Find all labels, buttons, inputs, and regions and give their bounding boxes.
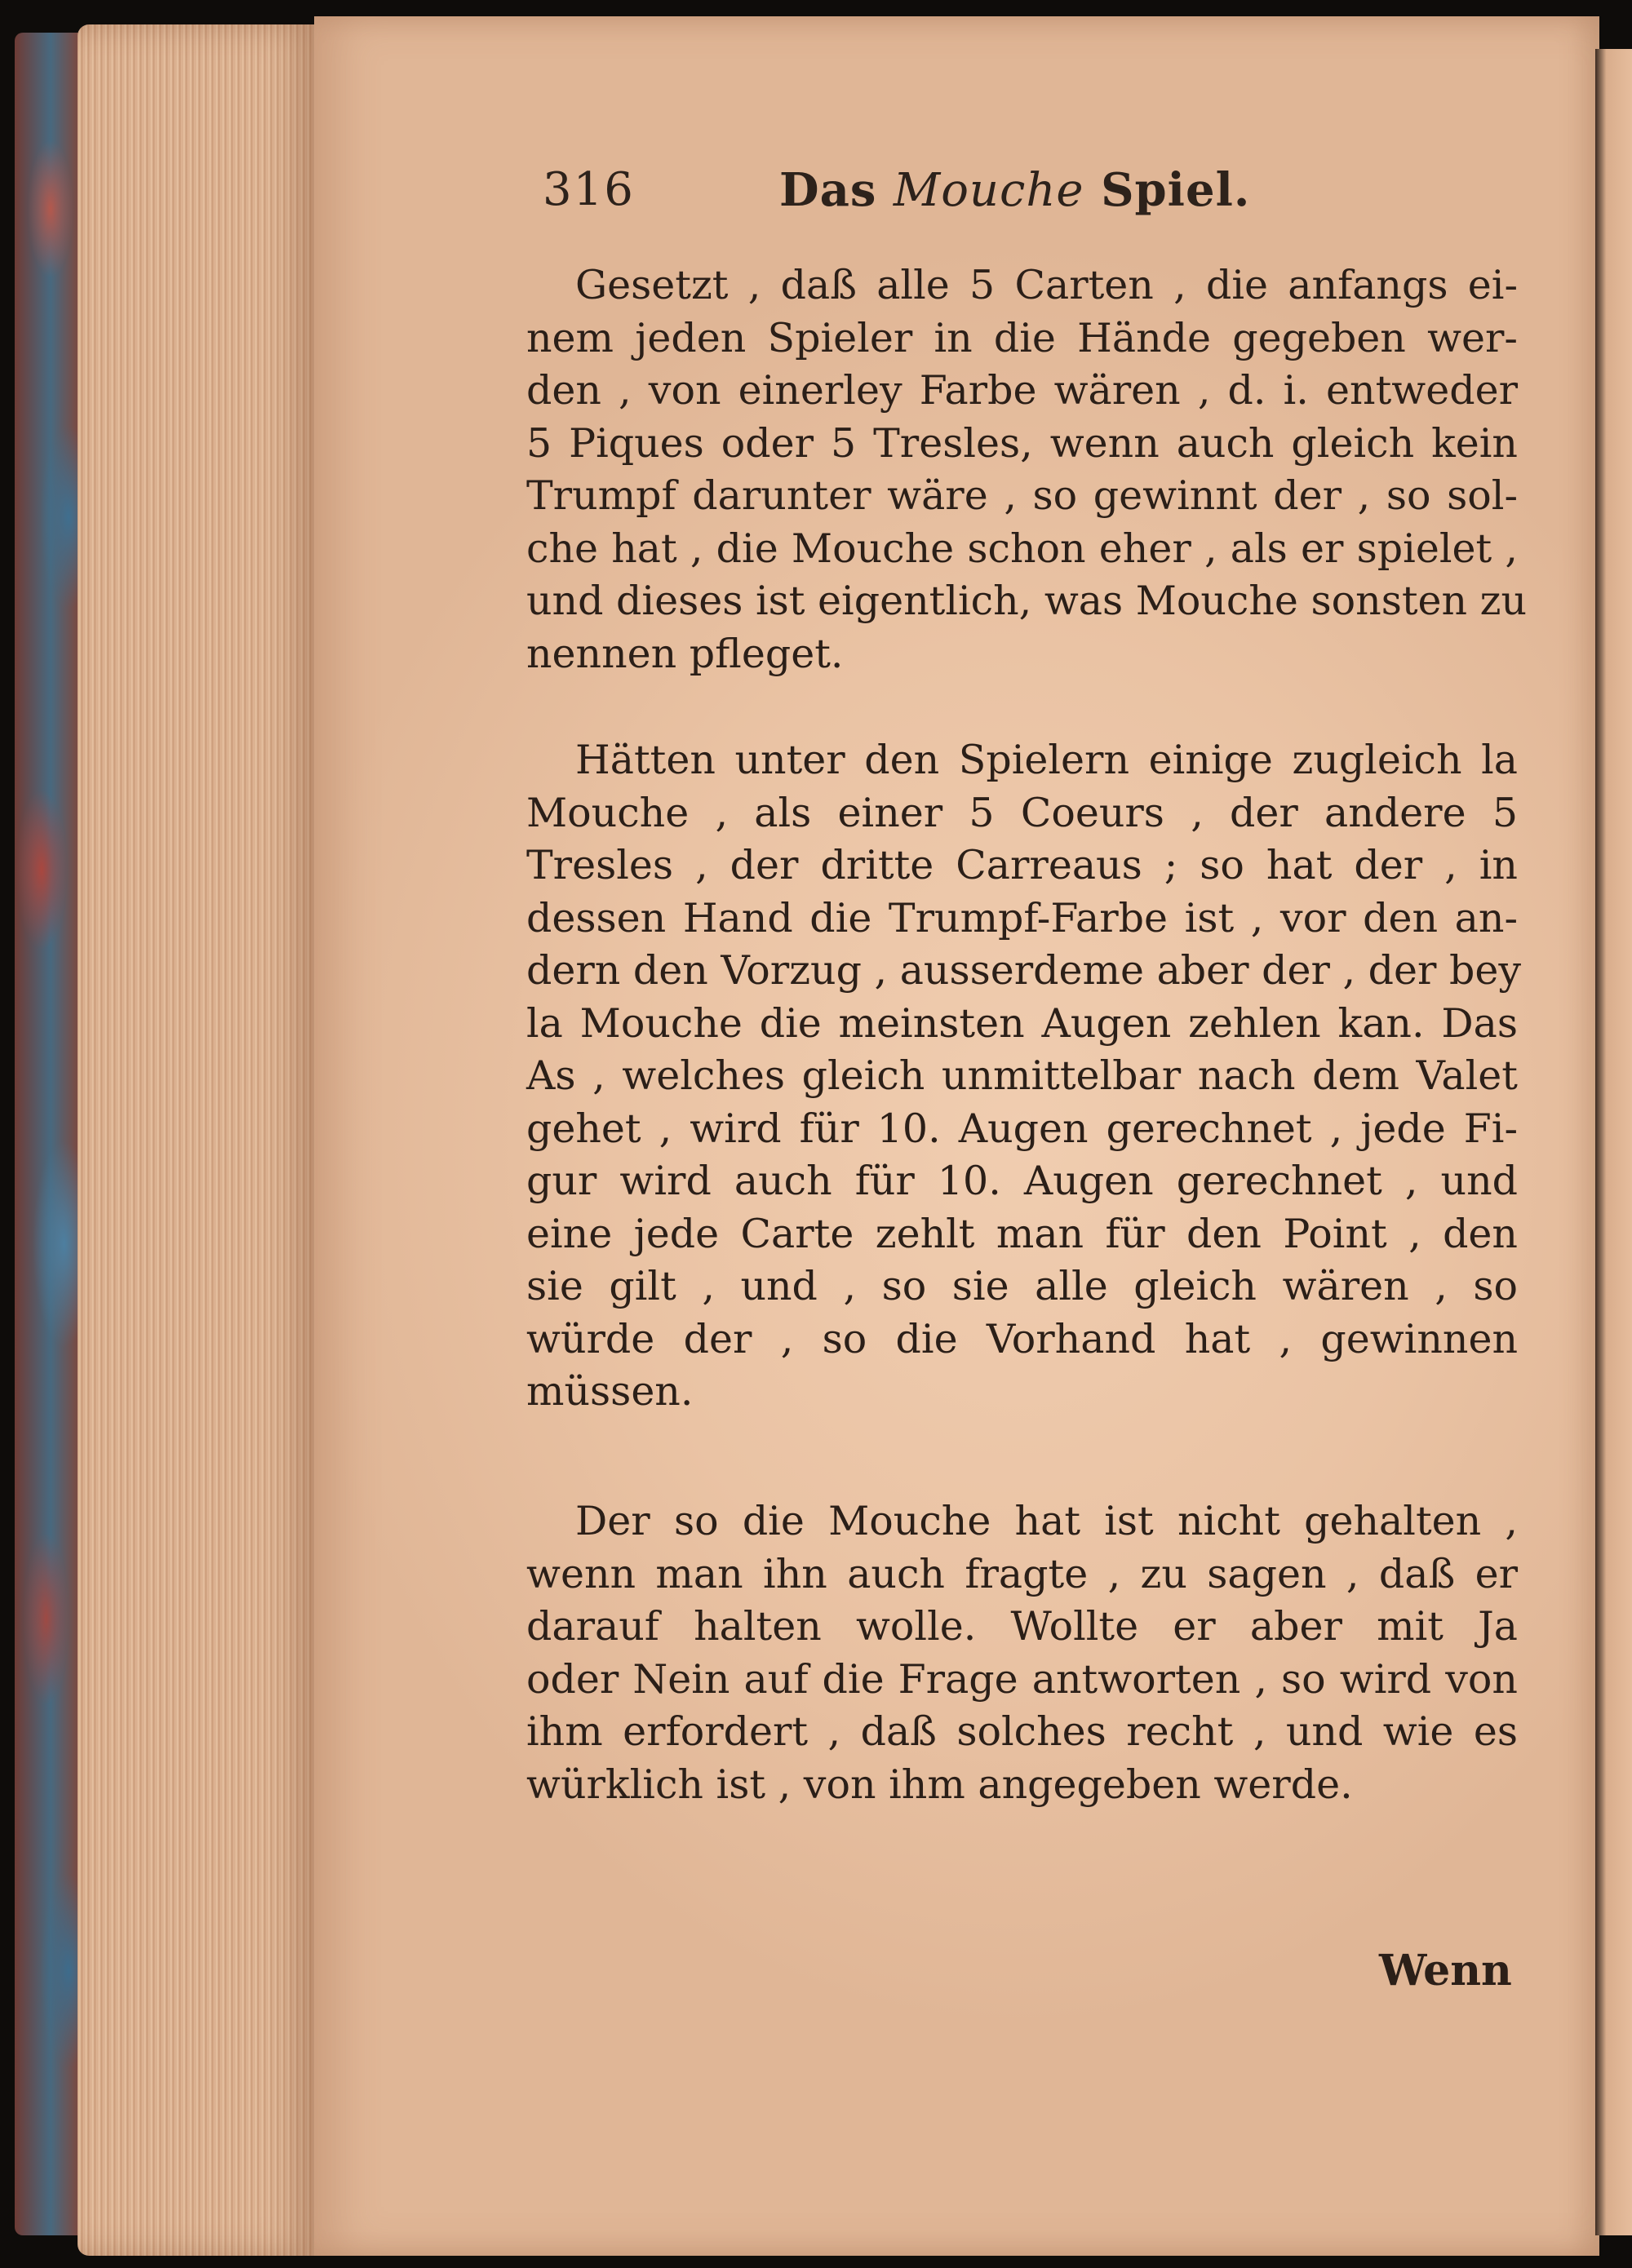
text-line: den , von einerley Farbe wären , d. i. entweder [526,367,1518,414]
paragraph-2 [526,734,1522,1419]
running-head-word-3: Spiel. [1101,163,1251,217]
text-line: nennen pfleget. [526,630,844,677]
text-line: darauf halten wolle. Wollte er aber mit Ja [526,1603,1518,1650]
text-line: dessen Hand die Trumpf-Farbe ist , vor den an- [526,894,1518,941]
text-line: ihm erfordert , daß solches recht , und wie es [526,1708,1518,1755]
text-line: Hätten unter den Spielern einige zugleich la [575,737,1518,783]
text-line: würde der , so die Vorhand hat , gewinnen [526,1315,1518,1362]
running-head-word-1: Das [779,163,877,217]
running-head-word-2: Mouche [893,164,1084,217]
text-line: 5 Piques oder 5 Tresles, wenn auch gleich kein [526,419,1518,467]
text-line: gur wird auch für 10. Augen gerechnet , und [526,1158,1518,1204]
text-line: la Mouche die meinsten Augen zehlen kan. Das [526,999,1518,1047]
paragraph-1 [526,259,1528,680]
text-line: wenn man ihn auch fragte , zu sagen , daß er [526,1550,1518,1597]
text-line: eine jede Carte zehlt man für den Point , den [526,1210,1518,1257]
facing-page-edge [1595,49,1632,2235]
text-line: nem jeden Spieler in die Hände gegeben wer- [526,314,1518,361]
text-line: und dieses ist eigentlich, was Mouche sonsten zu [526,578,1528,624]
text-line: oder Nein auf die Frage antworten , so wird von [526,1655,1518,1703]
text-line: gehet , wird für 10. Augen gerechnet , jede Fi- [526,1105,1518,1152]
text-line: Trumpf darunter wäre , so gewinnt der , so sol- [526,472,1518,519]
page-number: 316 [543,163,635,216]
page-block-edges [78,24,322,2256]
text-line: dern den Vorzug , ausserdeme aber der , der bey [526,947,1522,994]
text-line: sie gilt , und , so sie alle gleich wären , so [526,1263,1518,1309]
paragraph-3 [526,1495,1518,1811]
text-line: würklich ist , von ihm angegeben werde. [526,1761,1353,1808]
text-line: müssen. [526,1368,694,1415]
text-line: Gesetzt , daß alle 5 Carten , die anfangs ei- [575,262,1518,308]
page-header [543,163,1359,228]
text-line: As , welches gleich unmittelbar nach dem Valet [526,1052,1518,1099]
text-line: Tresles , der dritte Carreaus ; so hat der , in [526,842,1518,888]
text-line: che hat , die Mouche schon eher , als er spielet , [526,525,1518,572]
text-line: Mouche , als einer 5 Coeurs , der andere 5 [526,789,1518,836]
text-line: Der so die Mouche hat ist nicht gehalten , [575,1498,1518,1544]
running-head [779,163,1250,217]
catchword: Wenn [1379,1946,1512,1996]
